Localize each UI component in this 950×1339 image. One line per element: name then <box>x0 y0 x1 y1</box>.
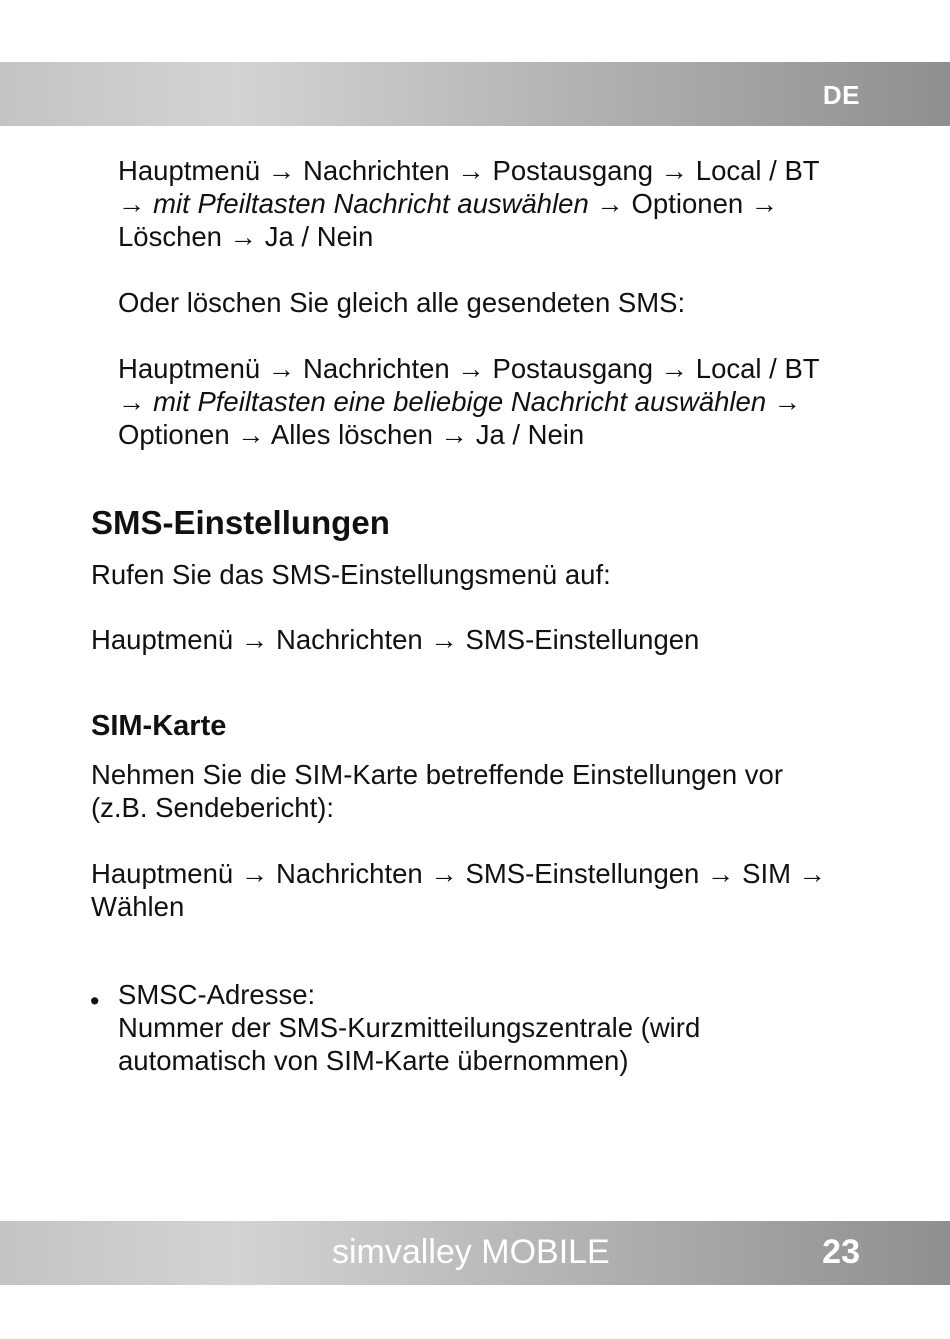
menu-path-delete-single-line3: Löschen → Ja / Nein <box>118 221 374 252</box>
menu-path-delete-single-line1: Hauptmenü → Nachrichten → Postausgang → Local / BT <box>118 155 820 186</box>
footer-band <box>0 1221 950 1285</box>
page-number: 23 <box>822 1233 860 1271</box>
bullet-title: SMSC-Adresse: <box>118 979 316 1010</box>
italic-instruction: mit Pfeiltasten eine beliebige Nachricht auswählen <box>153 386 767 417</box>
sim-card-intro-line2: (z.B. Sendebericht): <box>91 792 335 823</box>
sim-card-path-line2: Wählen <box>91 891 185 922</box>
paragraph-delete-all: Oder löschen Sie gleich alle gesendeten SMS: <box>118 287 686 318</box>
menu-path-delete-all-line1: Hauptmenü → Nachrichten → Postausgang → Local / BT <box>118 353 820 384</box>
language-label: DE <box>822 80 860 110</box>
arrow-prefix: → <box>118 386 154 417</box>
path-continuation: → Optionen → <box>588 188 779 219</box>
section-heading-sms-settings: SMS-Einstellungen <box>91 504 390 541</box>
menu-path-delete-all-line2 <box>118 385 878 418</box>
sim-card-path-line1: Hauptmenü → Nachrichten → SMS-Einstellungen → SIM → <box>91 858 827 889</box>
bullet-icon: • <box>90 986 100 1016</box>
sim-card-intro-line1: Nehmen Sie die SIM-Karte betreffende Einstellungen vor <box>91 759 783 790</box>
italic-instruction: mit Pfeiltasten Nachricht auswählen <box>153 188 589 219</box>
subsection-heading-sim-card: SIM-Karte <box>91 710 227 742</box>
bullet-text-line2: automatisch von SIM-Karte übernommen) <box>118 1045 629 1076</box>
bullet-text-line1: Nummer der SMS-Kurzmitteilungszentrale (wird <box>118 1012 701 1043</box>
sms-settings-path: Hauptmenü → Nachrichten → SMS-Einstellungen <box>91 624 700 655</box>
brand-name: simvalley MOBILE <box>332 1233 610 1271</box>
menu-path-delete-all-line3: Optionen → Alles löschen → Ja / Nein <box>118 419 585 450</box>
path-continuation: → <box>766 386 802 417</box>
menu-path-delete-single-line2 <box>118 187 878 220</box>
sms-settings-intro: Rufen Sie das SMS-Einstellungsmenü auf: <box>91 559 611 590</box>
arrow-prefix: → <box>118 188 154 219</box>
header-band <box>0 62 950 126</box>
